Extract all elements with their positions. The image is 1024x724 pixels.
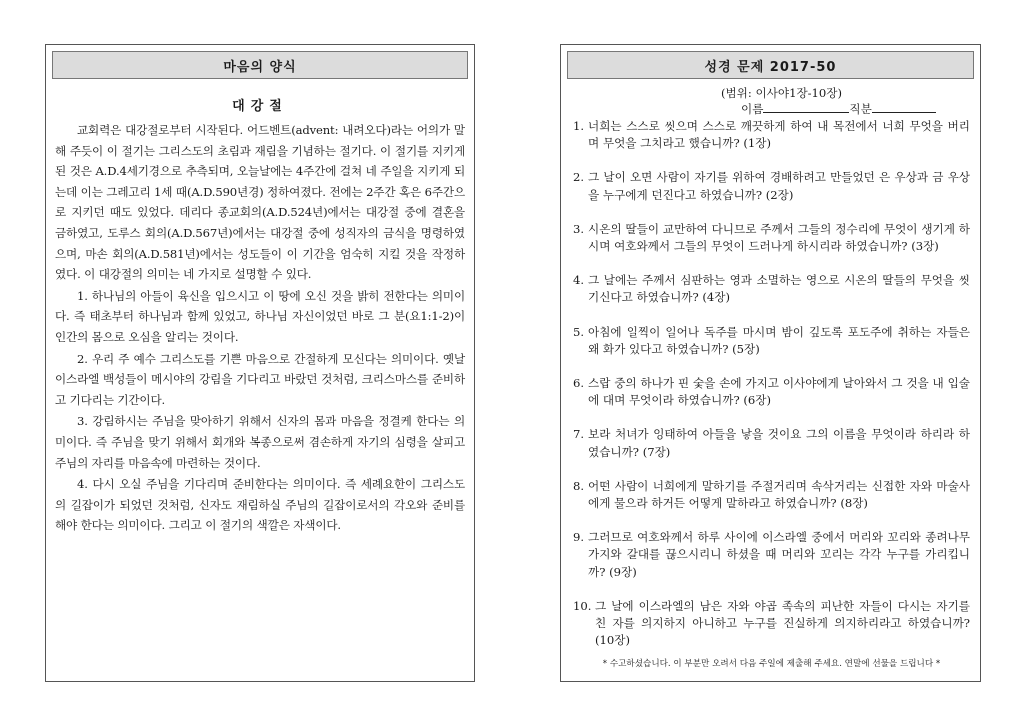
position-blank-field[interactable] — [872, 101, 936, 113]
question-number: 1. — [573, 119, 585, 133]
question-item — [573, 478, 970, 512]
essay-paragraph-3: 3. 강림하시는 주님을 맞아하기 위해서 신자의 몸과 마음을 정결케 한다는 의미이다. 즉 주님을 맞기 위해서 회개와 복종으로써 겸손하게 자기의 심령을 살피고 주님의 자리를 마음속에 마련하는 것이다. — [55, 414, 465, 470]
question-number: 9. — [573, 530, 585, 545]
essay-paragraph-1: 1. 하나님의 아들이 육신을 입으시고 이 땅에 오신 것을 밝히 전한다는 의미이다. 즉 태초부터 하나님과 함께 있었고, 하나님 자신이었던 바로 그 분(요1:1-2)이 인간의 몸으로 오심을 알리는 것이다. — [55, 288, 465, 344]
question-item — [573, 118, 970, 152]
question-text: 그러므로 여호와께서 하루 사이에 이스라엘 중에서 머리와 꼬리와 종려나무 가지와 갈대를 끊으시리니 하셨을 때 머리와 꼬리는 각각 누구를 가리킵니까? (9장) — [588, 530, 970, 579]
quiz-body — [573, 85, 970, 673]
question-item — [573, 529, 970, 581]
question-text: 그 날에 이스라엘의 남은 자와 야곱 족속의 피난한 자들이 다시는 자기를 친 자를 의지하지 아니하고 누구를 진실하게 의지하리라고 하였습니까? (10장) — [595, 598, 970, 648]
essay-paragraph-2: 2. 우리 주 예수 그리스도를 기쁜 마음으로 간절하게 모신다는 의미이다. 옛날 이스라엘 백성들이 메시야의 강림을 기다리고 바랐던 것처럼, 크리스마스를 준비하고 기다리는 기간이다. — [55, 351, 465, 407]
position-label: 직분 — [849, 102, 872, 116]
devotional-header: 마음의 양식 — [52, 51, 468, 79]
question-text: 그 날이 오면 사람이 자기를 위하여 경배하려고 만들었던 은 우상과 금 우상을 누구에게 던진다고 하였습니까? (2장) — [588, 170, 970, 202]
question-item — [573, 221, 970, 255]
question-text: 보라 처녀가 잉태하여 아들을 낳을 것이요 그의 이름을 무엇이라 하리라 하였습니까? (7장) — [588, 427, 970, 459]
question-text: 스랍 중의 하나가 핀 숯을 손에 가지고 이사야에게 날아와서 그 것을 내 입술에 대며 무엇이라 하였습니까? (6장) — [588, 376, 970, 408]
question-number: 5. — [573, 324, 585, 339]
question-item — [573, 169, 970, 203]
question-number: 3. — [573, 221, 585, 236]
quiz-header: 성경 문제 2017-50 — [567, 51, 974, 79]
question-text: 어떤 사람이 너희에게 말하기를 주절거리며 속삭거리는 신접한 자와 마술사에게 물으라 하거든 어떻게 말하라고 하였습니까? (8장) — [588, 478, 970, 511]
name-position-line — [573, 101, 970, 118]
bible-quiz-panel — [560, 44, 981, 682]
devotional-panel — [45, 44, 475, 682]
question-item — [573, 272, 970, 306]
question-text: 시온의 딸들이 교만하여 다니므로 주께서 그들의 정수리에 무엇이 생기게 하시며 여호와께서 그들의 무엇이 드러나게 하시리라 하였습니까? (3장) — [588, 221, 970, 254]
quiz-range: (범위: 이사야1장-10장) — [720, 86, 843, 100]
question-number: 4. — [573, 273, 585, 288]
question-number: 8. — [573, 478, 585, 493]
question-text: 아침에 일찍이 일어나 독주를 마시며 밤이 깊도록 포도주에 취하는 자들은 왜 화가 있다고 하였습니까? (5장) — [588, 324, 970, 356]
essay-paragraph-4: 4. 다시 오실 주님을 기다리며 준비한다는 의미이다. 즉 세례요한이 그리스도의 길잡이가 되었던 것처럼, 신자도 재림하실 주님의 길잡이로서의 각오와 준비를 해야 한다는 의미이다. 그리고 이 절기의 색깔은 자색이다. — [55, 477, 465, 533]
essay-paragraph-intro: 교회력은 대강절로부터 시작된다. 어드벤트(advent: 내려오다)라는 어의가 말해 주듯이 이 절기는 그리스도의 초림과 재림을 기념하는 절기다. 이 절기를 지키게 된 것은 A.D.4세기경으로 추측되며, 오늘날에는 4주간에 걸쳐 네 주일을 지키게 되는데 이는 그레고리 1세 때(A.D.590년경) 정하여졌다. 전에는 2주간 혹은 6주간으로 지키던 때도 있었다. 데리다 종교회의(A.D.524년)에서는 대강절 중에 결혼을 금하였고, 도루스 회의(A.D.567년)에서는 대강절 중에 성직자의 금식을 명령하였으며, 마손 회의(A.D.581년)에서는 성도들이 이 기간을 엄숙히 지킬 것을 작정하였다. 이 대강절의 의미는 네 가지로 설명할 수 있다. — [55, 123, 465, 282]
name-blank-field[interactable] — [763, 101, 849, 113]
submission-note: * 수고하셨습니다. 이 부분만 오려서 다음 주일에 제출해 주세요. 연말에 선물을 드립니다 * — [602, 659, 941, 669]
question-number: 10. — [573, 598, 592, 613]
essay-title: 대강절 — [232, 99, 288, 114]
devotional-body — [55, 93, 465, 675]
question-number: 2. — [573, 170, 585, 185]
question-item — [573, 324, 970, 358]
question-item — [573, 598, 970, 650]
question-number: 6. — [573, 376, 585, 391]
question-item — [573, 426, 970, 460]
question-item — [573, 375, 970, 409]
question-text: 그 날에는 주께서 심판하는 영과 소멸하는 영으로 시온의 딸들의 무엇을 씻기신다고 하였습니까? (4장) — [588, 273, 970, 305]
question-number: 7. — [573, 427, 585, 442]
question-text: 너희는 스스로 씻으며 스스로 깨끗하게 하여 내 목전에서 너희 무엇을 버리며 무엇을 그치라고 했습니까? (1장) — [588, 119, 970, 151]
name-label: 이름 — [741, 102, 764, 116]
